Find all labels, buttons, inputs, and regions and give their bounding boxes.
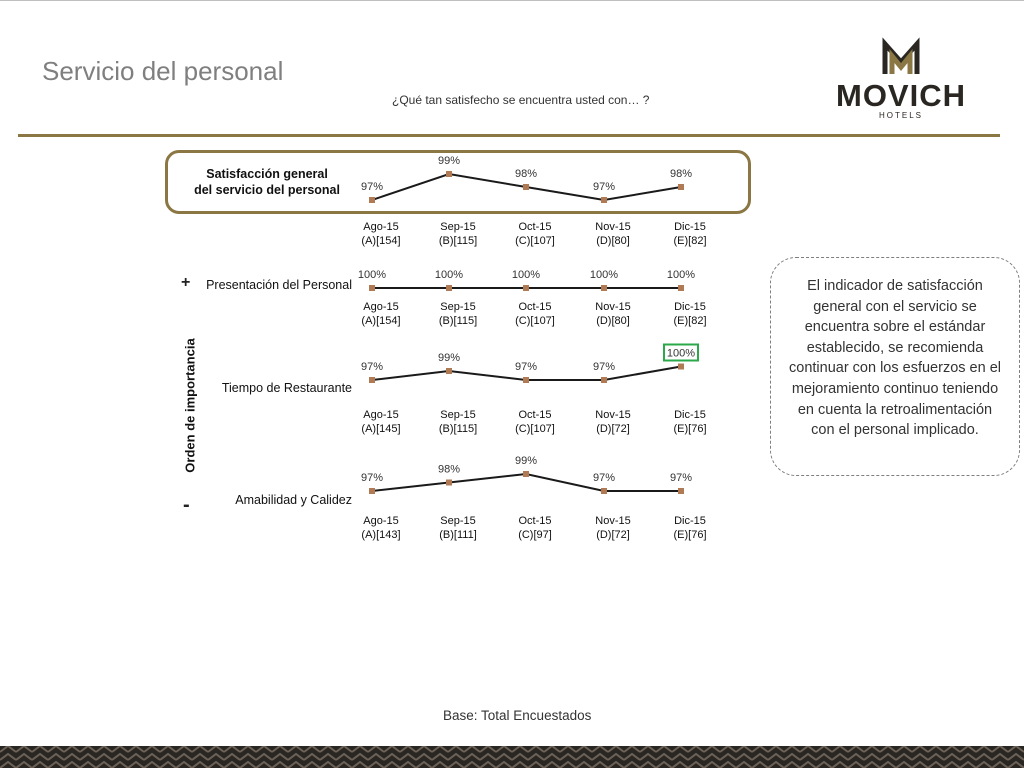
data-point [523,285,529,291]
category-month: Nov-15 [595,301,631,313]
category-base: (B)[115] [438,235,478,247]
category-month: Sep-15 [440,409,476,421]
data-point [523,377,529,383]
value-label: 97% [592,361,616,373]
data-point [678,285,684,291]
value-label: 100% [589,269,619,281]
data-point [369,285,375,291]
category-month: Dic-15 [674,515,706,527]
category-month: Nov-15 [595,221,631,233]
category-base: (B)[111] [439,529,477,541]
category-base: (C)[107] [515,235,555,247]
category-month: Oct-15 [518,515,552,527]
data-point [601,488,607,494]
data-point [523,184,529,190]
chart-3 [361,345,698,384]
category-base: (B)[115] [438,423,478,435]
row-label-line: Presentación del Personal [206,278,352,292]
category-base: (E)[76] [673,529,707,541]
category-month: Sep-15 [440,515,476,527]
data-point [369,197,375,203]
data-point [601,377,607,383]
category-base: (D)[80] [596,315,630,327]
data-point [446,285,452,291]
importance-minus: - [183,494,190,516]
category-base: (A)[143] [361,529,401,541]
data-point [678,184,684,190]
value-label: 100% [357,269,387,281]
data-point [523,471,529,477]
category-month: Dic-15 [674,301,706,313]
data-point [446,480,452,486]
data-point [369,488,375,494]
question-subtitle: ¿Qué tan satisfecho se encuentra usted con… ? [392,93,650,107]
value-label: 98% [437,463,461,476]
decorative-footer-band [0,746,1024,768]
value-label: 99% [437,352,461,364]
category-month: Sep-15 [440,301,476,313]
base-footnote: Base: Total Encuestados [443,708,592,723]
data-point [369,377,375,383]
category-base: (E)[76] [673,423,707,435]
category-base: (E)[82] [673,235,707,247]
chart-2 [358,269,695,291]
category-base: (B)[115] [438,315,478,327]
data-point [678,488,684,494]
category-base: (C)[107] [515,423,555,435]
value-label: 97% [592,181,616,193]
value-label: 99% [437,155,461,167]
category-month: Oct-15 [518,409,552,421]
value-label: 97% [669,472,693,484]
category-base: (C)[107] [515,315,555,327]
importance-plus: + [181,274,191,291]
row-label-line: del servicio del personal [194,183,340,197]
value-label: 97% [514,361,538,373]
category-month: Ago-15 [363,515,399,527]
category-month: Sep-15 [440,221,476,233]
category-month: Nov-15 [595,515,631,527]
category-base: (C)[97] [518,529,552,541]
data-point [678,364,684,370]
data-point [601,285,607,291]
logo-brand-text: MOVICH [836,78,966,113]
value-label: 98% [514,168,538,180]
logo-sub-text: HOTELS [878,111,924,120]
chart-4 [361,455,692,494]
conclusion-note: El indicador de satisfacción general con el servicio se encuentra sobre el estándar establecido, se recomienda continuar con los esfuerzos en el mejoramiento continuo teniendo en cuenta la retroalimentación con el personal implicado. [770,257,1020,476]
value-label: 97% [592,472,616,484]
row-label-line: Amabilidad y Calidez [235,493,352,507]
chart-1 [361,155,692,203]
category-base: (E)[82] [673,315,707,327]
category-base: (A)[154] [361,235,401,247]
value-label: 97% [360,181,384,193]
value-label: 100% [666,347,696,360]
category-base: (D)[72] [596,529,630,541]
category-month: Dic-15 [674,221,706,233]
value-label: 100% [434,269,464,281]
category-month: Ago-15 [363,221,399,233]
category-base: (A)[145] [361,423,401,435]
category-month: Dic-15 [674,409,706,421]
page-title: Servicio del personal [42,56,284,86]
value-label: 97% [360,472,384,484]
category-base: (D)[72] [596,423,630,435]
value-label: 100% [666,269,696,281]
data-point [601,197,607,203]
value-label: 98% [669,168,693,180]
row-label-line: Tiempo de Restaurante [221,381,352,395]
category-base: (A)[154] [361,315,401,327]
value-label: 97% [360,361,384,373]
data-point [446,368,452,374]
category-month: Ago-15 [363,409,399,421]
category-base: (D)[80] [596,235,630,247]
value-label: 100% [511,269,541,281]
category-month: Oct-15 [518,301,552,313]
category-month: Ago-15 [363,301,399,313]
row-label-line: Satisfacción general [206,167,328,181]
category-month: Nov-15 [595,409,631,421]
importance-axis-label: Orden de importancia [182,338,198,473]
data-point [446,171,452,177]
value-label: 99% [514,455,538,467]
category-month: Oct-15 [518,221,552,233]
